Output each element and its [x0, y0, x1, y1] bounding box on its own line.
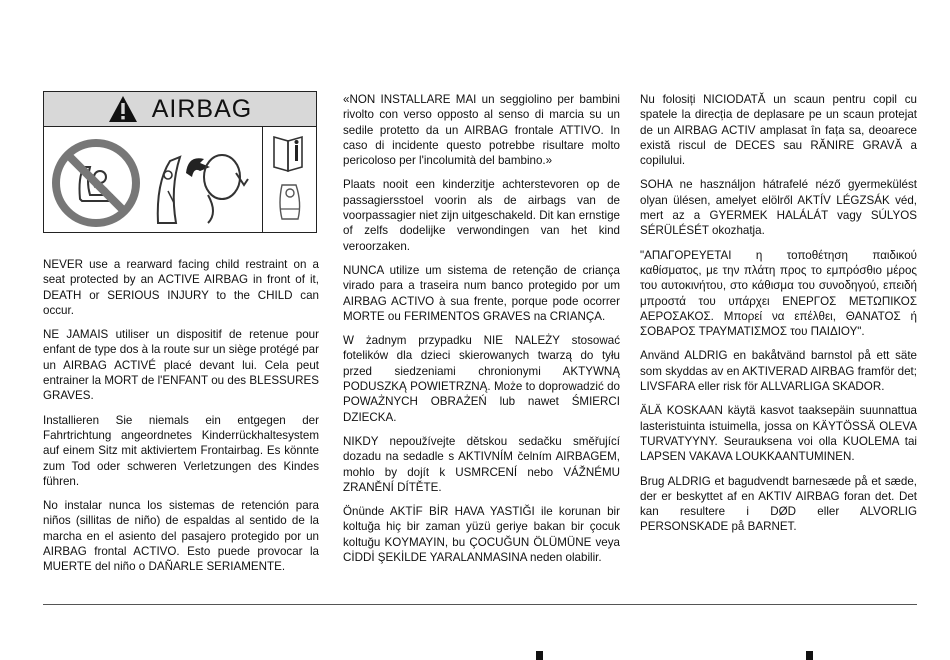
paragraph-danish: Brug ALDRIG et bagudvendt barnesæde på et sæde, der er beskyttet af en AKTIV AIRBAG foran det. Det kan resultere i DØD eller ALVORLIG PERSONSKADE på BARNET.: [640, 474, 917, 534]
warning-triangle-icon: [108, 95, 138, 123]
paragraph-german: Installieren Sie niemals ein entgegen der Fahrtrichtung angeordnetes Kinderrückhaltesystem auf einem Sitz mit aktiviertem Frontairbag. Es könnte zum Tod oder schweren Verletzungen des Kindes führen.: [43, 413, 319, 488]
text-column-left: [43, 257, 319, 584]
text-column-middle: [343, 92, 620, 574]
airbag-deploy-icon: [148, 133, 258, 233]
airbag-warning-label: [43, 91, 317, 233]
paragraph-polish: W żadnym przypadku NIE NALEŻY stosować fotelików dla dzieci skierowanych twarzą do tyłu przed siedzeniami chronionymi AKTYWNĄ PODUSZKĄ POWIETRZNĄ. Może to doprowadzić do POWAŻNYCH OBRAŻEŃ lub nawet ŚMIERCI DZIECKA.: [343, 334, 620, 424]
text-column-right: [640, 92, 917, 544]
warning-header: [44, 92, 316, 127]
crop-mark: [536, 651, 543, 660]
paragraph-spanish: No instalar nunca los sistemas de retención para niños (sillitas de niño) de espaldas al sentido de la marcha en el asiento del pasajero protegido por un AIRBAG frontal ACTIVO. Esto puede provocar la MUERTE del niño o DAÑARLE SERIAMENTE.: [43, 499, 319, 574]
paragraph-swedish: Använd ALDRIG en bakåtvänd barnstol på ett säte som skyddas av en AKTIVERAD AIRBAG framför det; LIVSFARA eller risk för ALLVARLIGA SKADOR.: [640, 349, 917, 394]
icon-divider: [262, 127, 263, 232]
paragraph-hungarian: SOHA ne használjon hátrafelé néző gyermekülést olyan ülésen, amelyet elölről AKTÍV LÉGZSÁK véd, mert az a GYERMEK HALÁLÁT vagy SÚLYOS SÉRÜLÉSÉT okozhatja.: [640, 178, 917, 238]
footer-rule: [43, 604, 917, 605]
paragraph-italian: «NON INSTALLARE MAI un seggiolino per bambini rivolto con verso opposto al senso di marcia su un sedile protetto da un AIRBAG frontale ATTIVO. In caso di incidente questo potrebbe risultare molto pericoloso per l'incolumità del bambino.»: [343, 93, 620, 168]
paragraph-turkish: Önünde AKTİF BİR HAVA YASTIĞI ile korunan bir koltuğa hiç bir zaman yüzü geriye bakan bir çocuk koltuğu KOYMAYIN, bu ÇOCUĞUN ÖLÜMÜNE veya CİDDİ ŞEKİLDE YARALANMASINA neden olabilir.: [343, 505, 620, 565]
crop-mark: [806, 651, 813, 660]
paragraph-czech: NIKDY nepoužívejte dětskou sedačku směřující dozadu na sedadle s AKTIVNÍM čelním AIRBAGEM, mohlo by dojít k USMRCENÍ nebo VÁŽNÉMU ZRANĚNÍ DÍTĚTE.: [343, 434, 620, 494]
manual-info-icon: [268, 133, 312, 229]
paragraph-greek: "ΑΠΑΓΟΡΕΥΕΤΑΙ η τοποθέτηση παιδικού καθίσματος, με την πλάτη προς το εμπρόσθιο μέρος του αυτοκινήτου, στο κάθισμα του συνοδηγού, επειδή μπροστά του υπάρχει ΕΝΕΡΓΟΣ ΜΕΤΩΠΙΚΟΣ ΑΕΡΟΣΑΚΟΣ. Μπορεί να επέλθει, ΘΑΝΑΤΟΣ ή ΣΟΒΑΡΟΣ ΤΡΑΥΜΑΤΙΣΜΟΣ του ΠΑΙΔΙΟΥ".: [640, 248, 917, 339]
paragraph-finnish: ÄLÄ KOSKAAN käytä kasvot taaksepäin suunnattua lasteristuinta istuimella, jossa on KÄYTÖSSÄ OLEVA TURVATYYNY. Seurauksena voi olla KUOLEMA tai LAPSEN VAKAVA LOUKKAANTUMINEN.: [640, 404, 917, 464]
paragraph-portuguese: NUNCA utilize um sistema de retenção de criança virado para a traseira num banco protegido por um AIRBAG ACTIVO à sua frente, porque pode ocorrer MORTE ou FERIMENTOS GRAVES na CRIANÇA.: [343, 263, 620, 323]
no-rear-facing-seat-icon: [50, 137, 142, 229]
paragraph-dutch: Plaats nooit een kinderzitje achterstevoren op de passagiersstoel voorin als de airbags van de voorpassagier niet zijn uitgeschakeld. Dit kan ernstige of zelfs dodelijke verwondingen van het kind veroorzaken.: [343, 178, 620, 253]
warning-title: AIRBAG: [151, 94, 253, 123]
paragraph-romanian: Nu folosiți NICIODATĂ un scaun pentru copil cu spatele la direcția de deplasare pe un scaun protejat de un AIRBAG ACTIV amplasat în fața sa, deoarece există riscul de DECES sau RĂNIRE GRAVĂ a copilului.: [640, 93, 917, 168]
paragraph-english: NEVER use a rearward facing child restraint on a seat protected by an ACTIVE AIRBAG in front of it, DEATH or SERIOUS INJURY to the CHILD can occur.: [43, 258, 319, 317]
paragraph-french: NE JAMAIS utiliser un dispositif de retenue pour enfant de type dos à la route sur un siège protégé par un AIRBAG ACTIVÉ placé devant lui. Cela peut entrainer la MORT de l'ENFANT ou des BLESSURES GRAVES.: [43, 328, 319, 403]
